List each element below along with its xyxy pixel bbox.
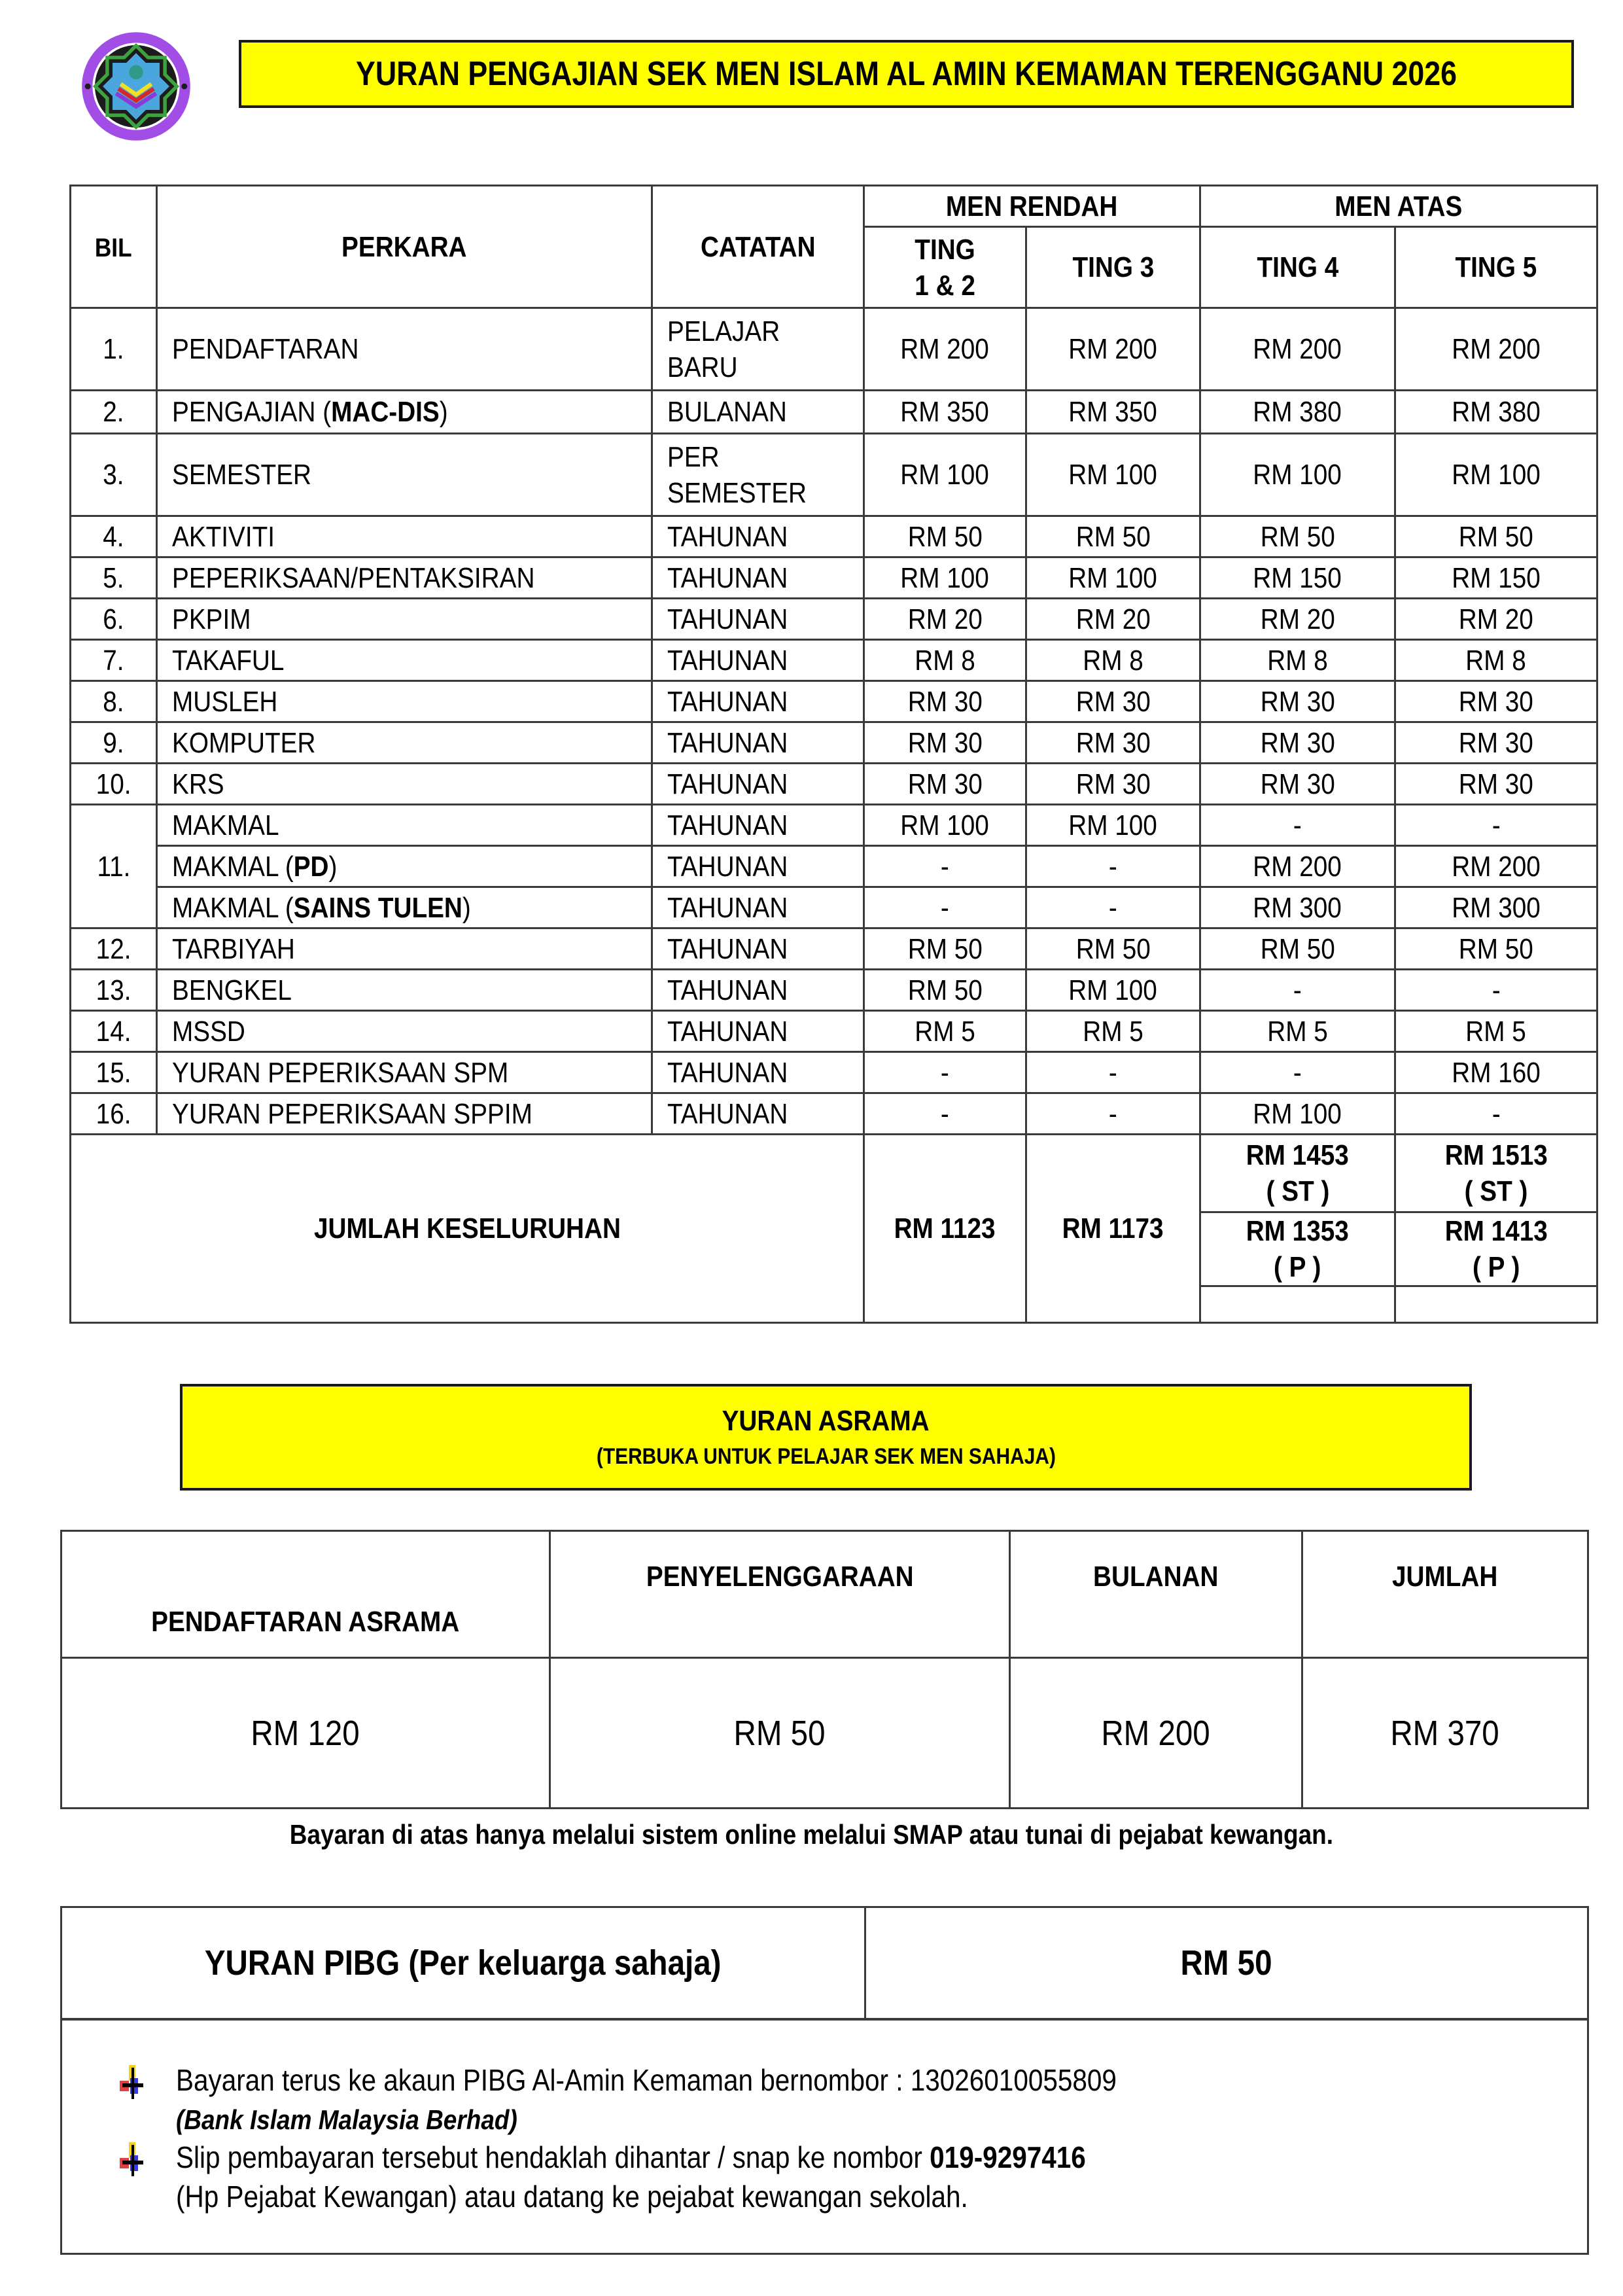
pibg-amount: RM 50 <box>1181 1943 1272 1983</box>
table-row: 16. YURAN PEPERIKSAAN SPPIM TAHUNAN - - RM 100 - <box>71 1093 1597 1135</box>
pibg-bullet-1: Bayaran terus ke akaun PIBG Al-Amin Kemaman bernombor : 13026010055809 <box>176 2062 1245 2098</box>
pibg-label: YURAN PIBG (Per keluarga sahaja) <box>62 1908 866 2018</box>
asrama-jumlah-value: RM 370 <box>1302 1658 1588 1809</box>
asrama-bulanan-value: RM 200 <box>1010 1658 1302 1809</box>
school-crest-icon <box>77 27 195 145</box>
table-row: 8. MUSLEH TAHUNAN RM 30 RM 30 RM 30 RM 30 <box>71 681 1597 722</box>
table-row: 6. PKPIM TAHUNAN RM 20 RM 20 RM 20 RM 20 <box>71 599 1597 640</box>
col-group-men-rendah: MEN RENDAH <box>864 186 1200 227</box>
table-row: 12. TARBIYAH TAHUNAN RM 50 RM 50 RM 50 RM 50 <box>71 928 1597 970</box>
total-ting-5-p: RM 1413 ( P ) <box>1395 1212 1597 1286</box>
total-ting-4-p: RM 1353 ( P ) <box>1200 1212 1395 1286</box>
pibg-bullet-2-cont: (Hp Pejabat Kewangan) atau datang ke pejabat kewangan sekolah. <box>176 2180 968 2214</box>
asrama-banner <box>180 1384 1472 1491</box>
total-ting-4-st: RM 1453 ( ST ) <box>1200 1135 1395 1212</box>
asrama-subtitle: (TERBUKA UNTUK PELAJAR SEK MEN SAHAJA) <box>596 1444 1056 1469</box>
fees-table <box>69 185 1598 1324</box>
total-ting-3: RM 1173 <box>1026 1135 1200 1323</box>
col-header-ting-3: TING 3 <box>1026 227 1200 308</box>
page-title: YURAN PENGAJIAN SEK MEN ISLAM AL AMIN KEMAMAN TERENGGANU 2026 <box>356 55 1457 93</box>
pibg-bullet-2: Slip pembayaran tersebut hendaklah dihantar / snap ke nombor 019-9297416 <box>176 2140 1210 2175</box>
payment-notice: Bayaran di atas hanya melalui sistem online melalui SMAP atau tunai di pejabat kewangan. <box>289 1819 1334 1850</box>
col-header-bil: BIL <box>71 186 157 308</box>
total-ting-5-empty <box>1395 1286 1597 1323</box>
total-ting-5-st: RM 1513 ( ST ) <box>1395 1135 1597 1212</box>
col-header-pendaftaran-asrama: PENDAFTARAN ASRAMA <box>61 1531 550 1658</box>
asrama-pendaftaran-value: RM 120 <box>61 1658 550 1809</box>
pibg-fee-box <box>60 1906 1589 2255</box>
bullet-plus-icon <box>120 2065 146 2099</box>
col-header-jumlah: JUMLAH <box>1302 1531 1588 1658</box>
asrama-title: YURAN ASRAMA <box>722 1405 930 1437</box>
table-row: 15. YURAN PEPERIKSAAN SPM TAHUNAN - - - RM 160 <box>71 1052 1597 1093</box>
pibg-bank-name: (Bank Islam Malaysia Berhad) <box>176 2104 517 2135</box>
table-row: 3. SEMESTER PER SEMESTER RM 100 RM 100 RM 100 RM 100 <box>71 434 1597 516</box>
col-header-penyelenggaraan: PENYELENGGARAAN <box>550 1531 1010 1658</box>
table-row: MAKMAL (SAINS TULEN) TAHUNAN - - RM 300 RM 300 <box>71 887 1597 928</box>
asrama-penyelenggaraan-value: RM 50 <box>550 1658 1010 1809</box>
total-label: JUMLAH KESELURUHAN <box>71 1135 864 1323</box>
col-group-men-atas: MEN ATAS <box>1200 186 1597 227</box>
page-title-banner <box>239 40 1574 108</box>
col-header-bulanan: BULANAN <box>1010 1531 1302 1658</box>
total-ting-4-empty <box>1200 1286 1395 1323</box>
table-row: 11. MAKMAL TAHUNAN RM 100 RM 100 - - <box>71 805 1597 846</box>
col-header-perkara: PERKARA <box>157 186 652 308</box>
col-header-ting-5: TING 5 <box>1395 227 1597 308</box>
table-row: 10. KRS TAHUNAN RM 30 RM 30 RM 30 RM 30 <box>71 764 1597 805</box>
bullet-plus-icon <box>120 2142 146 2176</box>
total-row <box>71 1135 1597 1212</box>
total-ting-1-2: RM 1123 <box>864 1135 1026 1323</box>
table-row: 13. BENGKEL TAHUNAN RM 50 RM 100 - - <box>71 970 1597 1011</box>
table-row: MAKMAL (PD) TAHUNAN - - RM 200 RM 200 <box>71 846 1597 887</box>
col-header-ting-1-2: TING 1 & 2 <box>864 227 1026 308</box>
col-header-ting-4: TING 4 <box>1200 227 1395 308</box>
table-row: 14. MSSD TAHUNAN RM 5 RM 5 RM 5 RM 5 <box>71 1011 1597 1052</box>
table-row: 2. PENGAJIAN (MAC-DIS) BULANAN RM 350 RM 350 RM 380 RM 380 <box>71 391 1597 434</box>
asrama-fees-table <box>60 1530 1589 1809</box>
table-row: 7. TAKAFUL TAHUNAN RM 8 RM 8 RM 8 RM 8 <box>71 640 1597 681</box>
table-row: 1. PENDAFTARAN PELAJAR BARU RM 200 RM 200 RM 200 RM 200 <box>71 308 1597 391</box>
table-row: 5. PEPERIKSAAN/PENTAKSIRAN TAHUNAN RM 100 RM 100 RM 150 RM 150 <box>71 557 1597 599</box>
col-header-catatan: CATATAN <box>652 186 864 308</box>
table-row: 4. AKTIVITI TAHUNAN RM 50 RM 50 RM 50 RM 50 <box>71 516 1597 557</box>
table-row: 9. KOMPUTER TAHUNAN RM 30 RM 30 RM 30 RM 30 <box>71 722 1597 764</box>
